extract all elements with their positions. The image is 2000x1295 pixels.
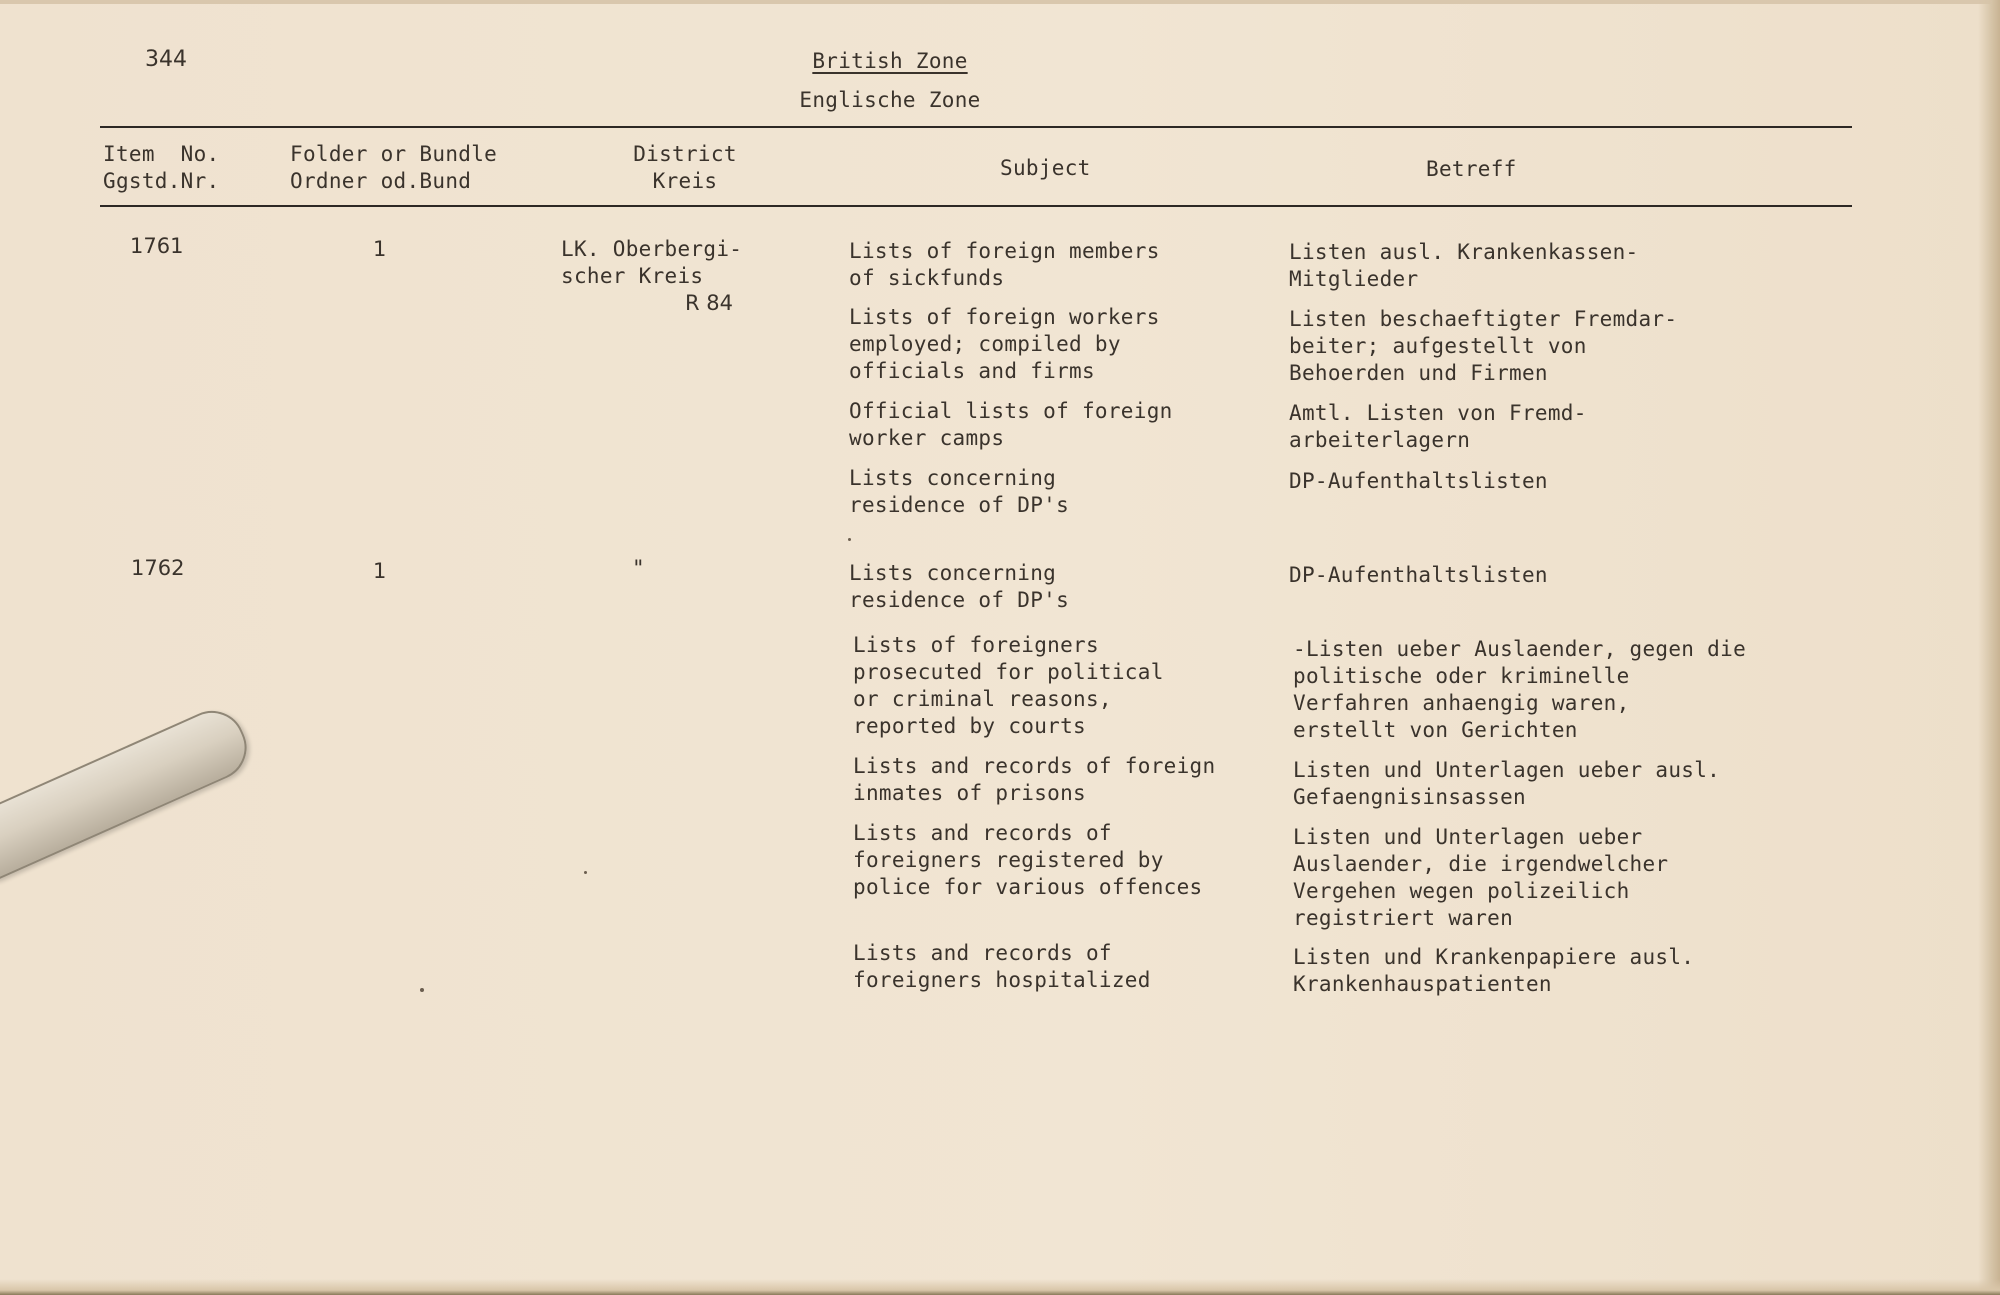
header-bottom-rule bbox=[100, 205, 1852, 207]
paper-speck bbox=[848, 538, 851, 541]
header-subject: Subject bbox=[1000, 156, 1091, 180]
header-folder: Folder or Bundle Ordner od.Bund bbox=[290, 142, 498, 193]
zone-title: British Zone bbox=[812, 49, 968, 73]
subject-text: Lists and records of foreign inmates of prisons bbox=[853, 754, 1216, 805]
betreff-text: Listen beschaeftigter Fremdar- beiter; aufgestellt von Behoerden und Firmen bbox=[1289, 307, 1678, 385]
header-item: Item No. Ggstd.Nr. bbox=[103, 142, 220, 193]
header-district: District Kreis bbox=[633, 142, 737, 193]
page-number: 344 bbox=[145, 47, 187, 72]
paper-speck bbox=[420, 988, 424, 992]
betreff-text: DP-Aufenthaltslisten bbox=[1289, 563, 1548, 587]
header-betreff: Betreff bbox=[1426, 157, 1517, 181]
header-top-rule bbox=[100, 126, 1852, 128]
paper-speck bbox=[584, 871, 587, 874]
district-name: LK. Oberbergi- scher Kreis bbox=[561, 237, 743, 288]
betreff-text: Listen ausl. Krankenkassen- Mitglieder bbox=[1289, 240, 1639, 291]
subject-text: Lists concerning residence of DP's bbox=[849, 561, 1070, 612]
page-top-edge bbox=[0, 0, 2000, 4]
item-number: 1762 bbox=[131, 556, 185, 580]
folder-number: 1 bbox=[373, 559, 387, 583]
district-ditto: " bbox=[632, 556, 645, 580]
item-number: 1761 bbox=[130, 234, 184, 258]
page-bottom-edge bbox=[0, 1279, 2000, 1295]
subject-text: Lists and records of foreigners registered by police for various offences bbox=[853, 821, 1203, 899]
subject-text: Lists and records of foreigners hospitalized bbox=[853, 941, 1151, 992]
subject-text: Lists of foreign workers employed; compiled by officials and firms bbox=[849, 305, 1160, 383]
betreff-text: Amtl. Listen von Fremd- arbeiterlagern bbox=[1289, 401, 1587, 452]
betreff-text: Listen und Unterlagen ueber ausl. Gefaengnisinsassen bbox=[1293, 758, 1721, 809]
subject-text: Lists concerning residence of DP's bbox=[849, 466, 1070, 517]
subject-text: Official lists of foreign worker camps bbox=[849, 399, 1173, 450]
folder-number: 1 bbox=[373, 237, 387, 261]
betreff-text: -Listen ueber Auslaender, gegen die politische oder kriminelle Verfahren anhaengig waren, erstellt von Gerichten bbox=[1293, 637, 1747, 742]
zone-subtitle: Englische Zone bbox=[799, 88, 981, 112]
betreff-text: Listen und Unterlagen ueber Auslaender, die irgendwelcher Vergehen wegen polizeilich registriert waren bbox=[1293, 825, 1669, 930]
subject-text: Lists of foreigners prosecuted for political or criminal reasons, reported by courts bbox=[853, 633, 1164, 738]
page-right-edge bbox=[1978, 0, 2000, 1295]
district-ref: R 84 bbox=[685, 291, 733, 315]
subject-text: Lists of foreign members of sickfunds bbox=[849, 239, 1160, 290]
plastic-tab bbox=[0, 700, 257, 884]
betreff-text: Listen und Krankenpapiere ausl. Krankenhauspatienten bbox=[1293, 945, 1695, 996]
betreff-text: DP-Aufenthaltslisten bbox=[1289, 469, 1548, 493]
